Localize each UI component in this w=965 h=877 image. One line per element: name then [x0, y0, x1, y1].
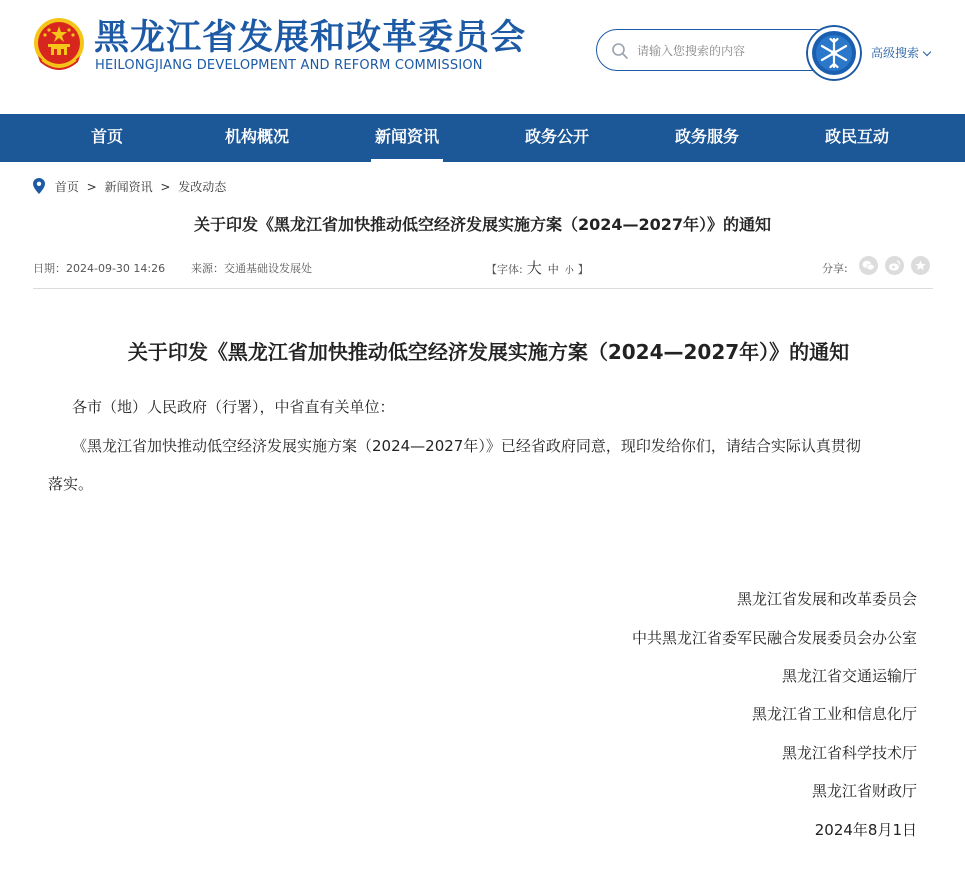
breadcrumb-home[interactable]: 首页 [54, 180, 79, 194]
publish-date [33, 260, 165, 276]
breadcrumb [33, 178, 226, 195]
body-paragraph-line-1: 《黑龙江省加快推动低空经济发展实施方案（2024—2027年）》已经省政府同意，现印发给你们，请结合实际认真贯彻 [72, 437, 861, 455]
signatory: 中共黑龙江省委军民融合发展委员会办公室 [631, 629, 917, 647]
date-value: 2024-09-30 14:26 [66, 262, 166, 275]
nav-item-government-affairs[interactable]: 政务公开 [524, 127, 589, 146]
site-subtitle: HEILONGJIANG DEVELOPMENT AND REFORM COMMISSION [95, 58, 483, 73]
weibo-icon[interactable] [885, 256, 904, 275]
source-value: 交通基础设发展处 [224, 262, 312, 275]
font-size-medium-button[interactable]: 中 [547, 263, 559, 276]
signatory: 黑龙江省工业和信息化厅 [751, 705, 917, 723]
font-size-switcher [486, 257, 589, 278]
search-icon [611, 42, 629, 60]
breadcrumb-separator: > [86, 180, 97, 194]
signatory: 黑龙江省财政厅 [811, 782, 917, 800]
nav-item-home[interactable]: 首页 [90, 127, 123, 146]
wechat-icon[interactable] [859, 256, 878, 275]
salutation: 各市（地）人民政府（行署），中省直有关单位： [72, 398, 395, 416]
article-source [191, 260, 312, 276]
article-title: 关于印发《黑龙江省加快推动低空经济发展实施方案（2024—2027年）》的通知 [193, 215, 772, 234]
source-label: 来源： [191, 262, 224, 275]
location-pin-icon [33, 178, 45, 194]
document-title: 关于印发《黑龙江省加快推动低空经济发展实施方案（2024—2027年）》的通知 [127, 340, 850, 364]
breadcrumb-current[interactable]: 发改动态 [178, 180, 227, 194]
advanced-search-link[interactable] [871, 44, 930, 61]
favorite-icon[interactable] [911, 256, 930, 275]
breadcrumb-news[interactable]: 新闻资讯 [104, 180, 153, 194]
body-paragraph-line-2: 落实。 [48, 475, 94, 493]
signatory: 黑龙江省发展和改革委员会 [736, 590, 917, 608]
site-title[interactable]: 黑龙江省发展和改革委员会 [94, 18, 527, 58]
main-nav [0, 114, 965, 162]
search-box [596, 29, 836, 71]
nav-item-government-services[interactable]: 政务服务 [674, 127, 739, 146]
article-meta [33, 260, 933, 289]
nav-item-news[interactable]: 新闻资讯 [332, 114, 482, 162]
date-label: 日期： [33, 262, 66, 275]
font-size-bracket: 】 [577, 263, 589, 276]
font-size-label: 【字体: [486, 263, 523, 276]
search-input[interactable] [635, 39, 799, 63]
site-header [0, 0, 965, 114]
share-label: 分享: [822, 262, 848, 275]
share-bar [822, 260, 848, 276]
nav-item-organization[interactable]: 机构概况 [224, 127, 289, 146]
nav-item-interaction[interactable]: 政民互动 [824, 127, 889, 146]
font-size-small-button[interactable]: 小 [564, 266, 574, 276]
sign-date: 2024年8月1日 [814, 821, 917, 839]
chevron-down-icon [923, 48, 931, 56]
signatory: 黑龙江省交通运输厅 [781, 667, 917, 685]
advanced-search-label: 高级搜索 [871, 46, 920, 60]
breadcrumb-separator: > [160, 180, 171, 194]
font-size-large-button[interactable]: 大 [526, 259, 542, 277]
signatory: 黑龙江省科学技术厅 [781, 744, 917, 762]
national-emblem-icon[interactable] [32, 16, 86, 74]
snowflake-emblem-icon[interactable] [806, 25, 862, 81]
